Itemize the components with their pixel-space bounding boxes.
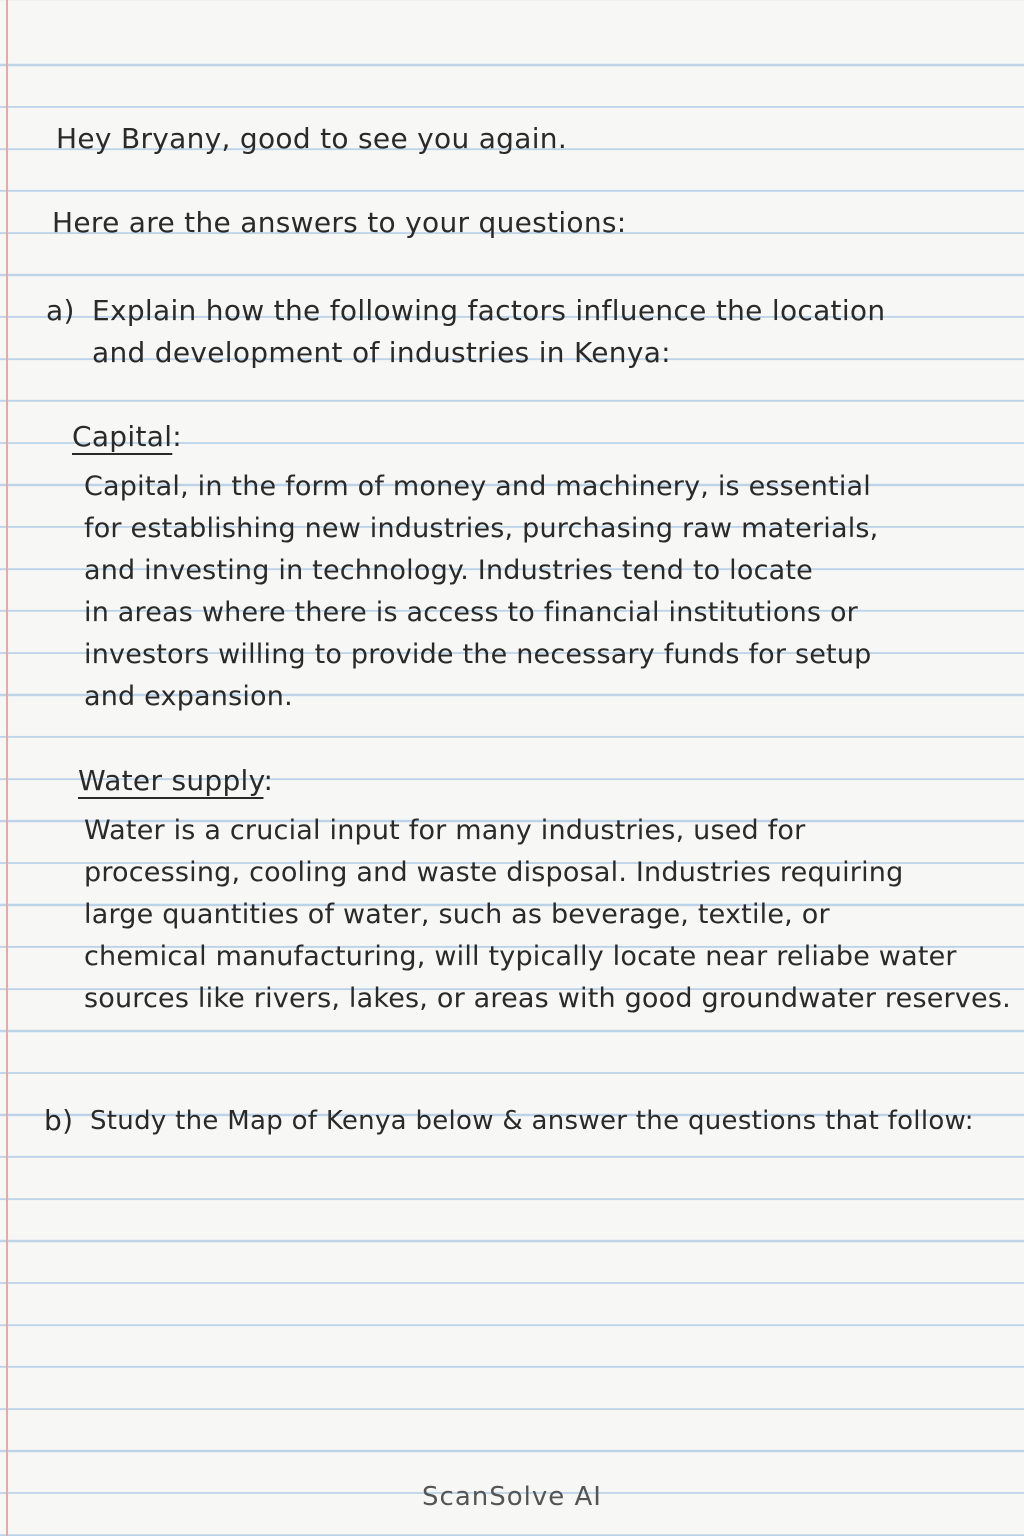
margin-line	[6, 0, 8, 1536]
question-a-line-1: Explain how the following factors influence the location	[92, 294, 886, 327]
water-supply-paragraph: Water is a crucial input for many industries, used for processing, cooling and waste disposal. Industries requiring large quantities of water, such as beverage, textile, or chemical manufacturing, will typically locate near reliabe water sources like rivers, lakes, or areas with good groundwater reserves.	[84, 815, 1011, 1014]
greeting: Hey Bryany, good to see you again.	[56, 122, 568, 155]
capital-heading-colon: :	[172, 420, 183, 453]
question-b-label: b)	[44, 1104, 74, 1137]
footer-watermark: ScanSolve AI	[422, 1482, 602, 1512]
capital-heading: Capital	[72, 420, 173, 453]
intro-line: Here are the answers to your questions:	[52, 206, 627, 239]
capital-paragraph: Capital, in the form of money and machinery, is essential for establishing new industries, purchasing raw materials, and investing in technology. Industries tend to locate in areas where there is access to financial institutions or investors willing to provide the necessary funds for setup and expansion.	[84, 471, 879, 712]
water-supply-heading: Water supply	[78, 764, 264, 797]
water-heading-colon: :	[263, 764, 274, 797]
question-a-line-2: and development of industries in Kenya:	[92, 336, 671, 369]
question-b-text: Study the Map of Kenya below & answer the questions that follow:	[90, 1106, 974, 1136]
water-heading-row	[78, 760, 273, 802]
capital-heading-row	[72, 416, 182, 458]
question-a-label: a)	[46, 294, 75, 327]
